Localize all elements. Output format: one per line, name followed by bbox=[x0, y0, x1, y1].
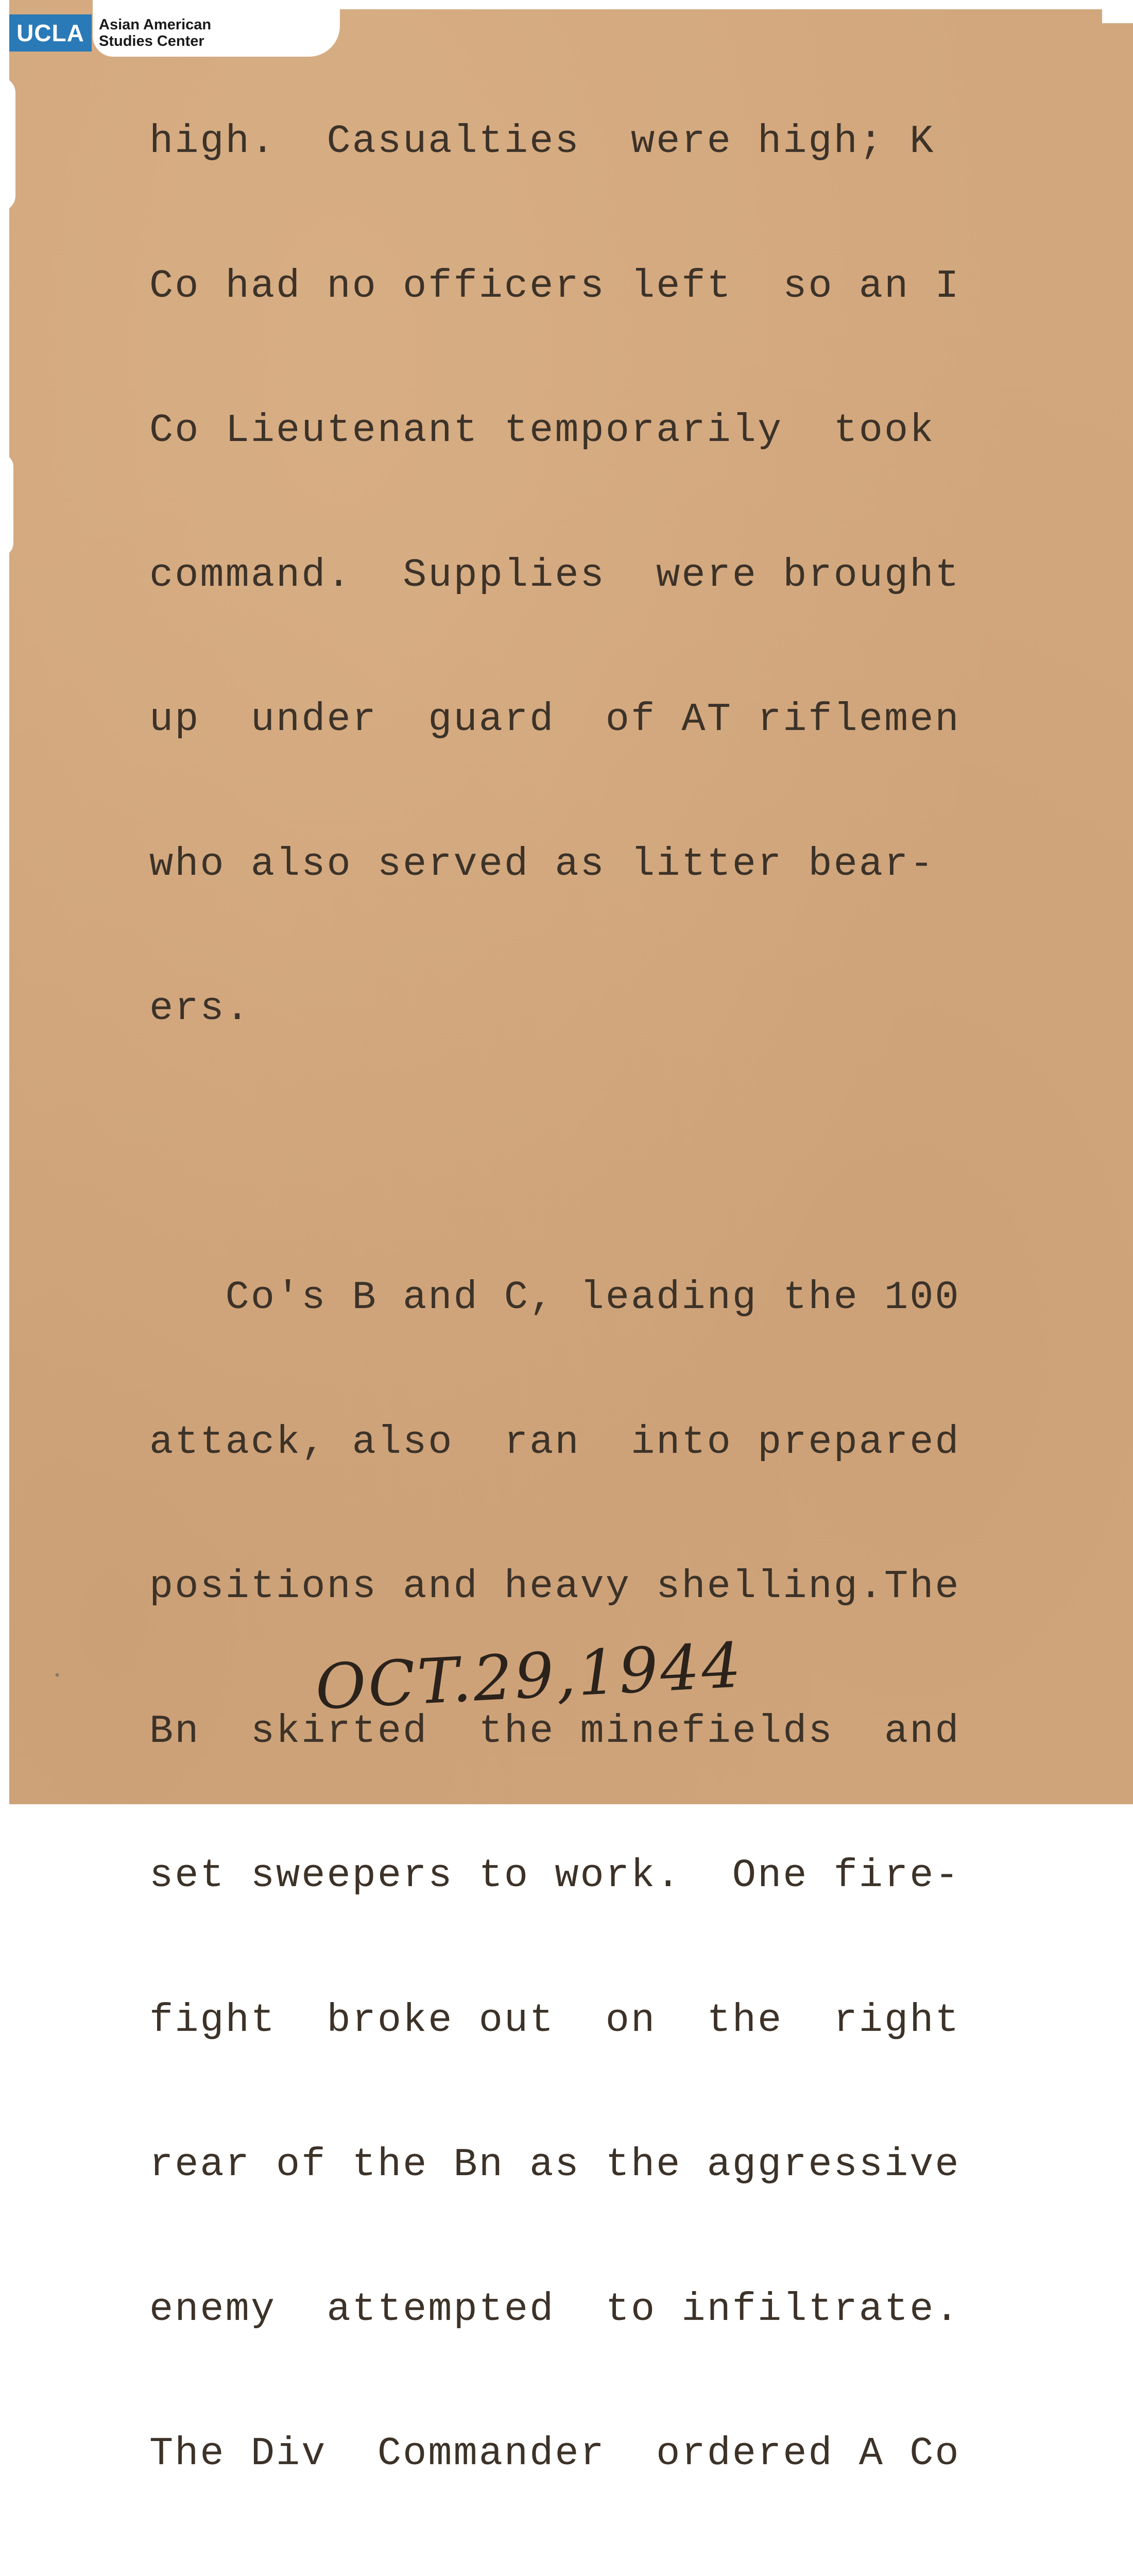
paper-edge-top bbox=[340, 0, 1133, 9]
handwritten-date: OCT.29,1944 bbox=[314, 1630, 745, 1723]
text-line: Bn skirted the minefields and bbox=[149, 1708, 1087, 1756]
logo-line-2: Studies Center bbox=[99, 33, 211, 49]
text-line: command. Supplies were brought bbox=[149, 552, 1087, 600]
paragraph-2 bbox=[149, 1178, 1087, 2576]
text-line: enemy attempted to infiltrate. bbox=[149, 2286, 1087, 2334]
paragraph-1 bbox=[149, 22, 1087, 1130]
paper-mark: • bbox=[54, 1668, 64, 1683]
typed-text-column bbox=[149, 22, 1087, 2576]
paper-tear-left-upper bbox=[0, 77, 15, 211]
logo-brand: UCLA bbox=[9, 14, 92, 52]
text-line: Co had no officers left so an I bbox=[149, 263, 1087, 311]
text-line: up under guard of AT riflemen bbox=[149, 696, 1087, 744]
text-line: set sweepers to work. One fire- bbox=[149, 1852, 1087, 1901]
text-line: positions and heavy shelling.The bbox=[149, 1563, 1087, 1612]
text-line: Co's B and C, leading the 100 bbox=[149, 1274, 1087, 1323]
paragraph-gap bbox=[149, 1130, 1087, 1178]
text-line: attack, also ran into prepared bbox=[149, 1419, 1087, 1467]
text-line: ers. bbox=[149, 985, 1087, 1033]
text-line: fight broke out on the right bbox=[149, 1997, 1087, 2045]
paper-tear-left-middle bbox=[0, 453, 13, 556]
text-line: high. Casualties were high; K bbox=[149, 118, 1087, 166]
paper-corner-top-right bbox=[1102, 0, 1133, 23]
text-line: rear of the Bn as the aggressive bbox=[149, 2141, 1087, 2190]
text-line: who also served as litter bear- bbox=[149, 841, 1087, 889]
text-line: Co Lieutenant temporarily took bbox=[149, 407, 1087, 455]
paper-edge-left bbox=[0, 0, 9, 1804]
text-line: The Div Commander ordered A Co bbox=[149, 2430, 1087, 2479]
logo-line-1: Asian American bbox=[99, 16, 211, 33]
